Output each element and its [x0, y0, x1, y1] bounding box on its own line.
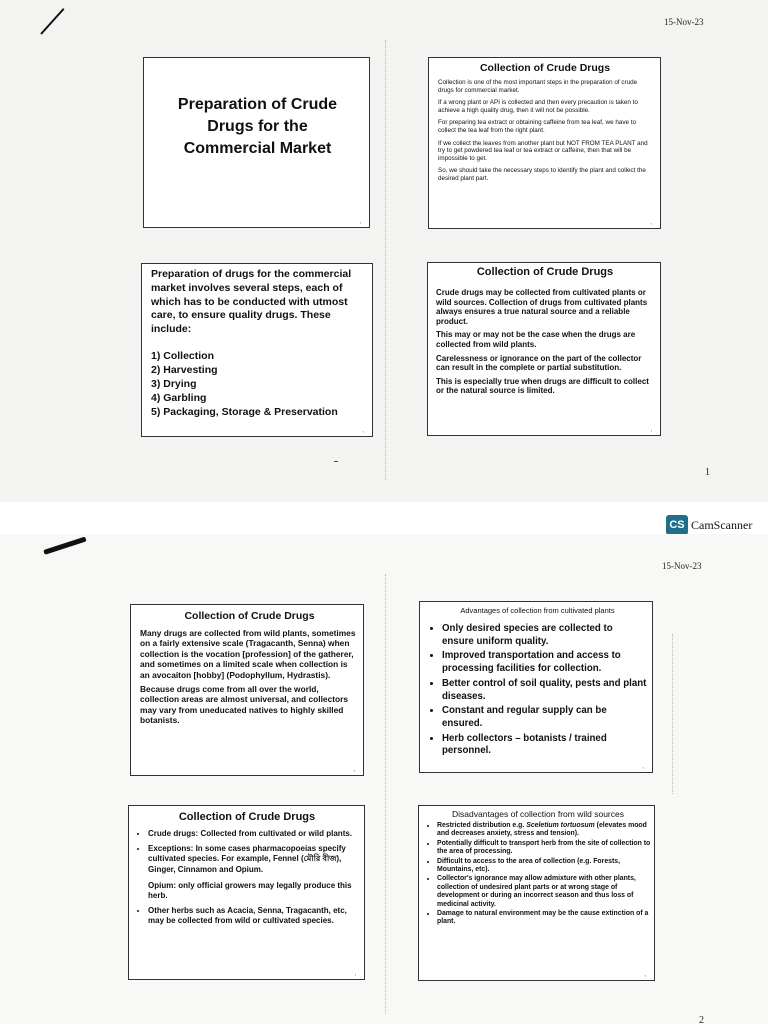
list-item: • Damage to natural environment may be the cause extinction of a plant.	[437, 910, 651, 927]
slide-intro-text: Preparation of drugs for the commercial market involves several steps, each of which has to be conducted with utmost care, to ensure quality drugs. These include:	[151, 268, 352, 336]
page-date: 15-Nov-23	[664, 17, 704, 27]
pen-stroke-mark	[43, 537, 86, 555]
slide-paragraph: So, we should take the necessary steps to identify the plant and collect the desired plant part.	[438, 167, 646, 182]
scan-page-2	[0, 534, 768, 1024]
list-item	[148, 844, 359, 901]
slide-title: Collection of Crude Drugs	[184, 610, 315, 622]
list-item: • Potentially difficult to transport herb from the site of collection to the area of processing.	[437, 840, 651, 857]
slide-paragraph: This is especially true when drugs are difficult to collect or the natural source is limited.	[436, 376, 649, 396]
slide-collection-sources: Collection of Crude Drugs Crude drugs may be collected from cultivated plants or wild sources. Collection of drugs from cultivated plants always ensures a true natural source and a reliable product. This may or may not be the case when the drugs are collected from wild plants. Carelessness or ignorance on the part of the collector can result in the complete or partial substitution. This is especially true when drugs are difficult to collect or the natural source is limited. ,	[427, 262, 661, 436]
fold-line	[385, 574, 387, 1014]
slide-paragraph: Many drugs are collected from wild plants, sometimes on a fairly extensive scale (Tragacanth, Senna) when collection is the vocation [profession] of the gatherer, and sometimes on a limited scale when collection is an avocaiton [hobby] (Podophyllum, Hydrastis).	[140, 628, 356, 680]
slide-title: Collection of Crude Drugs	[178, 811, 316, 823]
list-item: • Herb collectors – botanists / trained personnel.	[442, 733, 647, 758]
list-item: • Other herbs such as Acacia, Senna, Tragacanth, etc, may be collected from wild or cultivated species.	[148, 906, 359, 926]
list-item	[437, 822, 651, 839]
slide-wild-disadvantages: Disadvantages of collection from wild sources • Restricted distribution e.g. Sceletium tortuosum (elevates mood and decreases anxiety, stress and tension). • Potentially difficult to transport herb from the site of collection to the area of processing. • Difficult to access to the area of collection (e.g. Forests, Mountains, etc). • Collector's ignorance may allow admixture with other plants, collection of undesired plant parts or at wrong stage of development or during an incorrect season and thus loss of medicinal activity. • Damage to natural environment may be the cause extinction of a plant. ,	[418, 805, 655, 981]
exceptions-list	[135, 829, 359, 927]
slide-paragraph: If a wrong plant or API is collected and then every precaution is taken to achieve a high quality drug, then it will not be possible.	[438, 99, 638, 114]
list-item: • Only desired species are collected to ensure uniform quality.	[442, 623, 647, 648]
fold-line	[672, 634, 674, 794]
slide-collection-exceptions: Collection of Crude Drugs • Crude drugs: Collected from cultivated or wild plants. • Exceptions: In some cases pharmacopoeias specify cultivated species. For example, Fennel (মৌরি বীজ), Ginger, Cinnamon and Opium. Opium: only official growers may legally produce this herb. • Other herbs such as Acacia, Senna, Tragacanth, etc, may be collected from wild or cultivated species. ,	[128, 805, 365, 980]
page-number: 2	[699, 1015, 704, 1026]
slide-title-card: Preparation of Crude Drugs for the Commercial Market ,	[143, 57, 370, 228]
disadvantages-list	[425, 822, 651, 927]
slide-cultivated-advantages: Advantages of collection from cultivated plants • Only desired species are collected to ensure uniform quality. • Improved transportation and access to processing facilities for collection. • Better control of soil quality, pests and plant diseases. • Constant and regular supply can be ensured. • Herb collectors – botanists / trained personnel. ,	[419, 601, 653, 773]
scan-page-1	[0, 0, 768, 502]
slide-paragraph: Crude drugs may be collected from cultivated plants or wild sources. Collection of drugs from cultivated plants always ensures a true natural source and a reliable product.	[436, 288, 648, 326]
list-item: • Difficult to access to the area of collection (e.g. Forests, Mountains, etc).	[437, 858, 651, 875]
slide-paragraph: Because drugs come from all over the world, collection areas are almost universal, and collectors may vary from uneducated natives to highly skilled botanists.	[140, 684, 349, 726]
slide-collection-intro: Collection of Crude Drugs Collection is one of the most important steps in the preparation of crude drugs for commercial market. If a wrong plant or API is collected and then every precaution is taken to achieve a high quality drug, then it will not be possible. For preparing tea extract or obtaining caffeine from tea leaf, we have to collect the tea leaf from the right plant. If we collect the leaves from another plant but NOT FROM TEA PLANT and try to get powdered tea leaf or tea extract or caffeine, then that will be impossible to get. So, we should take the necessary steps to identify the plant and collect the desired plant part. ,	[428, 57, 661, 229]
list-item: • Constant and regular supply can be ensured.	[442, 705, 647, 730]
step-item: 1) Collection	[151, 349, 215, 362]
advantages-list	[428, 623, 647, 758]
slide-paragraph: Collection is one of the most important steps in the preparation of crude drugs for commercial market.	[438, 79, 638, 94]
slide-preparation-steps: Preparation of drugs for the commercial market involves several steps, each of which has to be conducted with utmost care, to ensure quality drugs. These include: 1) Collection 2) Harvesting 3) Drying 4) Garbling 5) Packaging, Storage & Preservation ,	[141, 263, 373, 437]
slide-title: Collection of Crude Drugs	[479, 62, 611, 74]
list-item: • Crude drugs: Collected from cultivated or wild plants.	[148, 829, 359, 839]
step-item: 4) Garbling	[151, 391, 207, 404]
page-date: 15-Nov-23	[662, 561, 702, 571]
step-item: 2) Harvesting	[151, 363, 218, 376]
slide-wild-collection: Collection of Crude Drugs Many drugs are collected from wild plants, sometimes on a fairly extensive scale (Tragacanth, Senna) when collection is the vocation [profession] of the gatherer, and sometimes on a limited scale when collection is an avocaiton [hobby] (Podophyllum, Hydrastis). Because drugs come from all over the world, collection areas are almost universal, and collectors may vary from uneducated natives to highly skilled botanists. ,	[130, 604, 364, 776]
species-name: Sceletium tortuosum	[526, 822, 595, 829]
page-gap	[0, 502, 768, 534]
slide-paragraph: For preparing tea extract or obtaining caffeine from tea leaf, we have to collect the tea leaf from the right plant.	[438, 119, 636, 134]
slide-paragraph: If we collect the leaves from another plant but NOT FROM TEA PLANT and try to get powdered tea leaf or tea extract or caffeine, then that will be impossible to get.	[438, 139, 648, 162]
fold-line	[385, 40, 387, 480]
scan-speck	[334, 461, 338, 462]
page-number: 1	[705, 467, 710, 478]
slide-title: Advantages of collection from cultivated plants	[460, 606, 615, 615]
list-item-text: (elevates mood and decreases anxiety, stress and tension).	[437, 822, 647, 838]
pen-stroke-mark	[40, 8, 64, 35]
slide-paragraph: This may or may not be the case when the drugs are collected from wild plants.	[436, 330, 636, 349]
step-item: 3) Drying	[151, 377, 197, 390]
steps-list	[151, 350, 366, 420]
camscanner-logo-icon: CS	[666, 515, 688, 535]
slide-paragraph: Carelessness or ignorance on the part of the collector can result in the complete or partial substitution.	[436, 353, 642, 373]
list-item: • Collector's ignorance may allow admixture with other plants, collection of undesired plant parts or at wrong stage of development or during an incorrect season and thus loss of medicinal activity.	[437, 875, 651, 909]
step-item: 5) Packaging, Storage & Preservation	[151, 405, 338, 418]
slide-title: Collection of Crude Drugs	[476, 266, 614, 278]
slide-title: Disadvantages of collection from wild sources	[452, 809, 624, 819]
list-item: • Improved transportation and access to processing facilities for collection.	[442, 650, 647, 675]
camscanner-label: CamScanner	[691, 517, 753, 532]
camscanner-watermark	[666, 515, 752, 535]
list-item-text: Restricted distribution e.g.	[437, 822, 527, 829]
slide-title: Preparation of Crude Drugs for the Commercial Market	[177, 96, 338, 157]
opium-note: Opium: only official growers may legally produce this herb.	[148, 880, 352, 901]
list-item-text: Exceptions: In some cases pharmacopoeias specify cultivated species. For example, Fennel (মৌরি বীজ), Ginger, Cinnamon and Opium.	[148, 844, 346, 874]
list-item: • Better control of soil quality, pests and plant diseases.	[442, 678, 647, 703]
